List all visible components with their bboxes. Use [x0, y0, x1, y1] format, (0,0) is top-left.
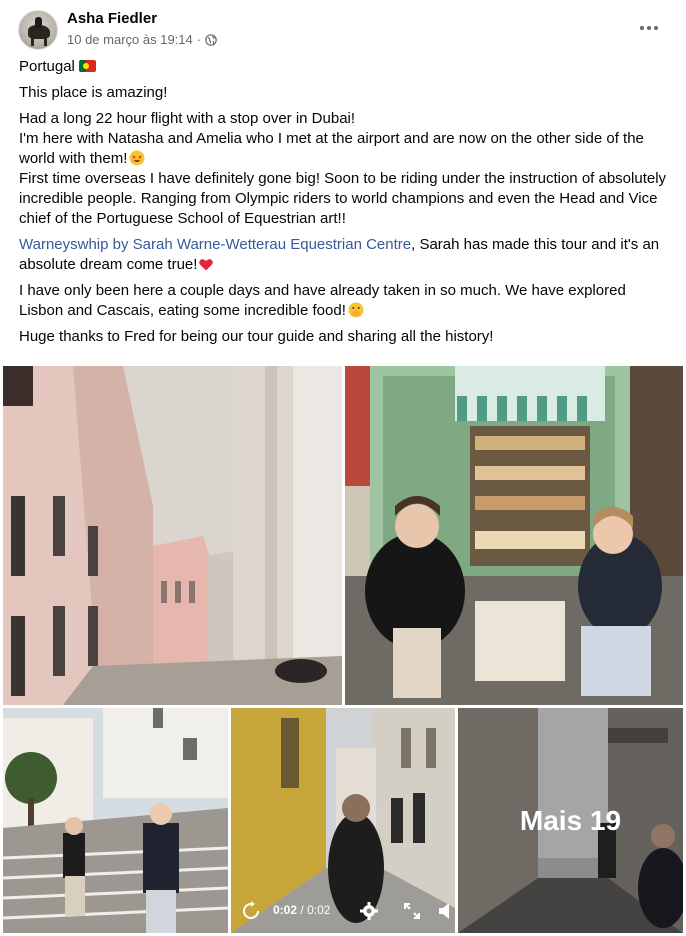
hand-over-mouth-emoji-icon — [348, 302, 364, 318]
tagged-page-link[interactable]: Warneyswhip by Sarah Warne-Wetterau Equestrian Centre — [19, 236, 412, 253]
video-street[interactable] — [231, 708, 455, 933]
text-paragraph: Warneyswhip by Sarah Warne-Wetterau Equestrian Centre, Sarah has made this tour and it's an absolute dream come true! — [19, 236, 660, 273]
author-avatar[interactable] — [18, 10, 58, 50]
settings-gear-icon[interactable] — [359, 901, 379, 921]
photo-cafe-drawing — [345, 366, 683, 705]
text-paragraph: I'm here with Natasha and Amelia who I met at the airport and are now on the other side of the world with them! — [19, 130, 644, 167]
post-text — [19, 57, 674, 353]
rider-shape — [35, 17, 42, 28]
text-paragraph: Huge thanks to Fred for being our tour guide and sharing all the history! — [19, 328, 494, 345]
post-timestamp[interactable]: 10 de março às 19:14 — [67, 32, 193, 47]
video-time: 0:02 / 0:02 — [273, 903, 331, 917]
meta-separator: · — [196, 32, 202, 47]
globe-icon[interactable] — [205, 34, 217, 46]
horse-leg — [44, 37, 47, 46]
text-paragraph: I have only been here a couple days and have already taken in so much. We have explored Lisbon and Cascais, eating some incredible food! — [19, 282, 626, 319]
replay-icon[interactable] — [241, 901, 261, 921]
photo-stairs-drawing — [3, 708, 228, 933]
fullscreen-icon[interactable] — [403, 902, 421, 920]
text-paragraph: First time overseas I have definitely gone big! Soon to be riding under the instruction of absolutely incredible people. Ranging from Olympic riders to world champions and even the Head and Vice chief of the Portuguese School of Equestrian art!! — [19, 170, 667, 227]
horse-leg — [31, 37, 34, 46]
post-meta — [67, 32, 217, 47]
red-heart-icon — [199, 258, 213, 271]
star-struck-emoji-icon — [129, 150, 145, 166]
video-controls — [231, 889, 455, 933]
portugal-flag-icon — [79, 60, 96, 72]
photo-cafe[interactable] — [345, 366, 683, 705]
text-line: This place is amazing! — [19, 84, 168, 101]
location-line: Portugal — [19, 57, 674, 77]
photo-stairs[interactable] — [3, 708, 228, 933]
photo-more[interactable] — [458, 708, 683, 933]
photo-street[interactable] — [3, 366, 342, 705]
author-name[interactable]: Asha Fiedler — [67, 10, 158, 27]
text-paragraph: Had a long 22 hour flight with a stop over in Dubai! — [19, 110, 356, 127]
photo-street-drawing — [3, 366, 342, 705]
volume-icon[interactable] — [437, 901, 455, 921]
more-horizontal-icon[interactable] — [634, 18, 664, 38]
more-photos-count: Mais 19 — [519, 804, 622, 836]
more-photos-overlay[interactable] — [458, 708, 683, 933]
